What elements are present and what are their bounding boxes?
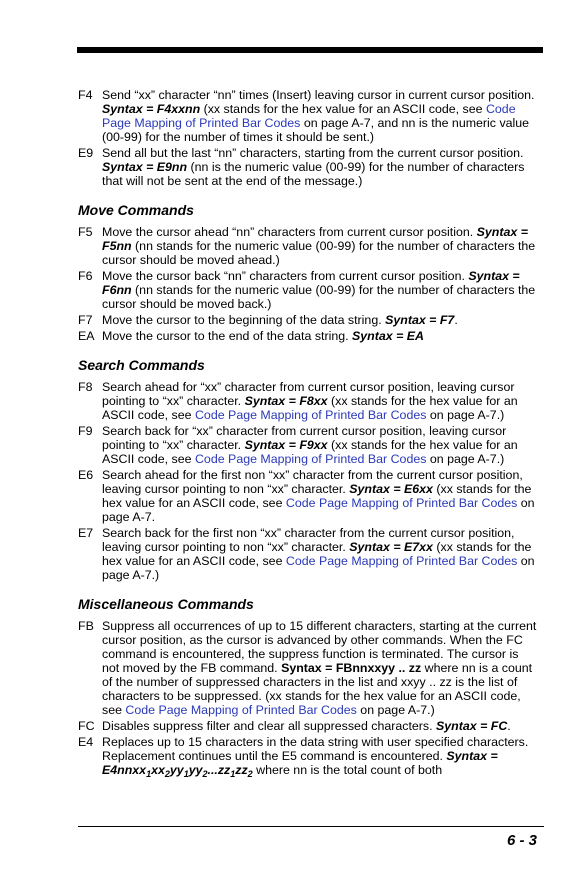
- command-f4: F4 Send “xx” character “nn” times (Insert) leaving cursor in current cursor position. Syntax = F4xxnn (xx stands for the hex value for an ASCII code, see Code Page Mapping of Printed Bar Codes on page A-7, and nn is the numeric value (00-99) for the number of times it should be sent.): [78, 88, 535, 144]
- code-page-link[interactable]: Code Page Mapping of Printed Bar Codes: [102, 102, 516, 130]
- section-heading-move: Move Commands: [78, 202, 194, 218]
- syntax: Syntax = FBnnxxyy .. zz: [281, 661, 422, 675]
- command-e6: E6 Search ahead for the first non “xx” character from the current cursor position, leaving cursor pointing to non “xx” character. Syntax = E6xx (xx stands for the hex value for an ASCII code, see Code Page Mapping of Printed Bar Codes on page A-7.: [78, 468, 535, 524]
- syntax: Syntax = EA: [352, 329, 424, 343]
- command-e7: E7 Search back for the first non “xx” character from the current cursor position, leaving cursor pointing to non “xx” character. Syntax = E7xx (xx stands for the hex value for an ASCII code, see Code Page Mapping of Printed Bar Codes on page A-7.): [78, 526, 535, 582]
- syntax: Syntax = FC: [436, 719, 508, 733]
- syntax: Syntax = F8xx: [244, 394, 328, 408]
- page-number: 6 - 3: [506, 832, 537, 849]
- command-code: F4: [78, 88, 93, 102]
- page-body: [78, 88, 538, 779]
- syntax: Syntax = E7xx: [349, 540, 433, 554]
- syntax: Syntax = $E4nnxx_1xx_2yy_1yy_2...zz_1zz_2$: [102, 749, 498, 779]
- code-page-link[interactable]: Code Page Mapping of Printed Bar Codes: [285, 554, 518, 568]
- command-e9: E9 Send all but the last “nn” characters, starting from the current cursor position. Syntax = E9nn (nn is the numeric value (00-99) for the number of characters that will not be sent at the end of the message.): [78, 146, 525, 188]
- syntax: Syntax = F9xx: [244, 438, 328, 452]
- command-code: E9: [78, 146, 94, 160]
- syntax: Syntax = F6nn: [102, 269, 520, 297]
- code-page-link[interactable]: Code Page Mapping of Printed Bar Codes: [194, 452, 427, 466]
- syntax: Syntax = F5nn: [102, 225, 528, 253]
- command-f8: F8 Search ahead for “xx” character from current cursor position, leaving cursor pointing to “xx” character. Syntax = F8xx (xx stands for the hex value for an ASCII code, see Code Page Mapping of Printed Bar Codes on page A-7.): [78, 380, 518, 422]
- code-page-link[interactable]: Code Page Mapping of Printed Bar Codes: [125, 703, 357, 717]
- command-fc: FC Disables suppress filter and clear all suppressed characters. Syntax = FC.: [78, 719, 511, 733]
- section-heading-search: Search Commands: [78, 357, 205, 373]
- footer-rule: [78, 826, 544, 827]
- syntax: Syntax = E6xx: [349, 482, 433, 496]
- command-fb: FB Suppress all occurrences of up to 15 different characters, starting at the current cursor position, as the cursor is advanced by other commands. When the FC command is encountered, the suppress function is terminated. The cursor is not moved by the FB command. Syntax = FBnnxxyy .. zz where nn is a count of the number of suppressed characters in the list and xxyy .. zz is the list of characters to be suppressed. (xx stands for the hex value for an ASCII code, see Code Page Mapping of Printed Bar Codes on page A-7.): [78, 619, 537, 717]
- header-rule: [77, 47, 543, 53]
- command-f9: F9 Search back for “xx” character from current cursor position, leaving cursor pointing to “xx” character. Syntax = F9xx (xx stands for the hex value for an ASCII code, see Code Page Mapping of Printed Bar Codes on page A-7.): [78, 424, 518, 466]
- command-ea: EA Move the cursor to the end of the data string. Syntax = EA: [78, 329, 424, 343]
- command-f6: F6 Move the cursor back “nn” characters from current cursor position. Syntax = F6nn (nn stands for the numeric value (00-99) for the number of characters the cursor should be moved back.): [78, 269, 536, 311]
- code-page-link[interactable]: Code Page Mapping of Printed Bar Codes: [194, 408, 427, 422]
- syntax: Syntax = E9nn: [102, 160, 188, 174]
- command-e4: E4 Replaces up to 15 characters in the data string with user specified characters. Replacement continues until the E5 command is encountered. Syntax = $E4nnxx_1xx_2yy_1yy_2...zz_1zz_2$ where nn is the total count of both: [78, 735, 529, 779]
- syntax: Syntax = F4xxnn: [102, 102, 201, 116]
- code-page-link[interactable]: Code Page Mapping of Printed Bar Codes: [285, 496, 518, 510]
- command-f5: F5 Move the cursor ahead “nn” characters from current cursor position. Syntax = F5nn (nn stands for the numeric value (00-99) for the number of characters the cursor should be moved ahead.): [78, 225, 536, 267]
- section-heading-misc: Miscellaneous Commands: [78, 596, 254, 612]
- syntax: Syntax = F7: [385, 313, 455, 327]
- command-f7: F7 Move the cursor to the beginning of the data string. Syntax = F7.: [78, 313, 458, 327]
